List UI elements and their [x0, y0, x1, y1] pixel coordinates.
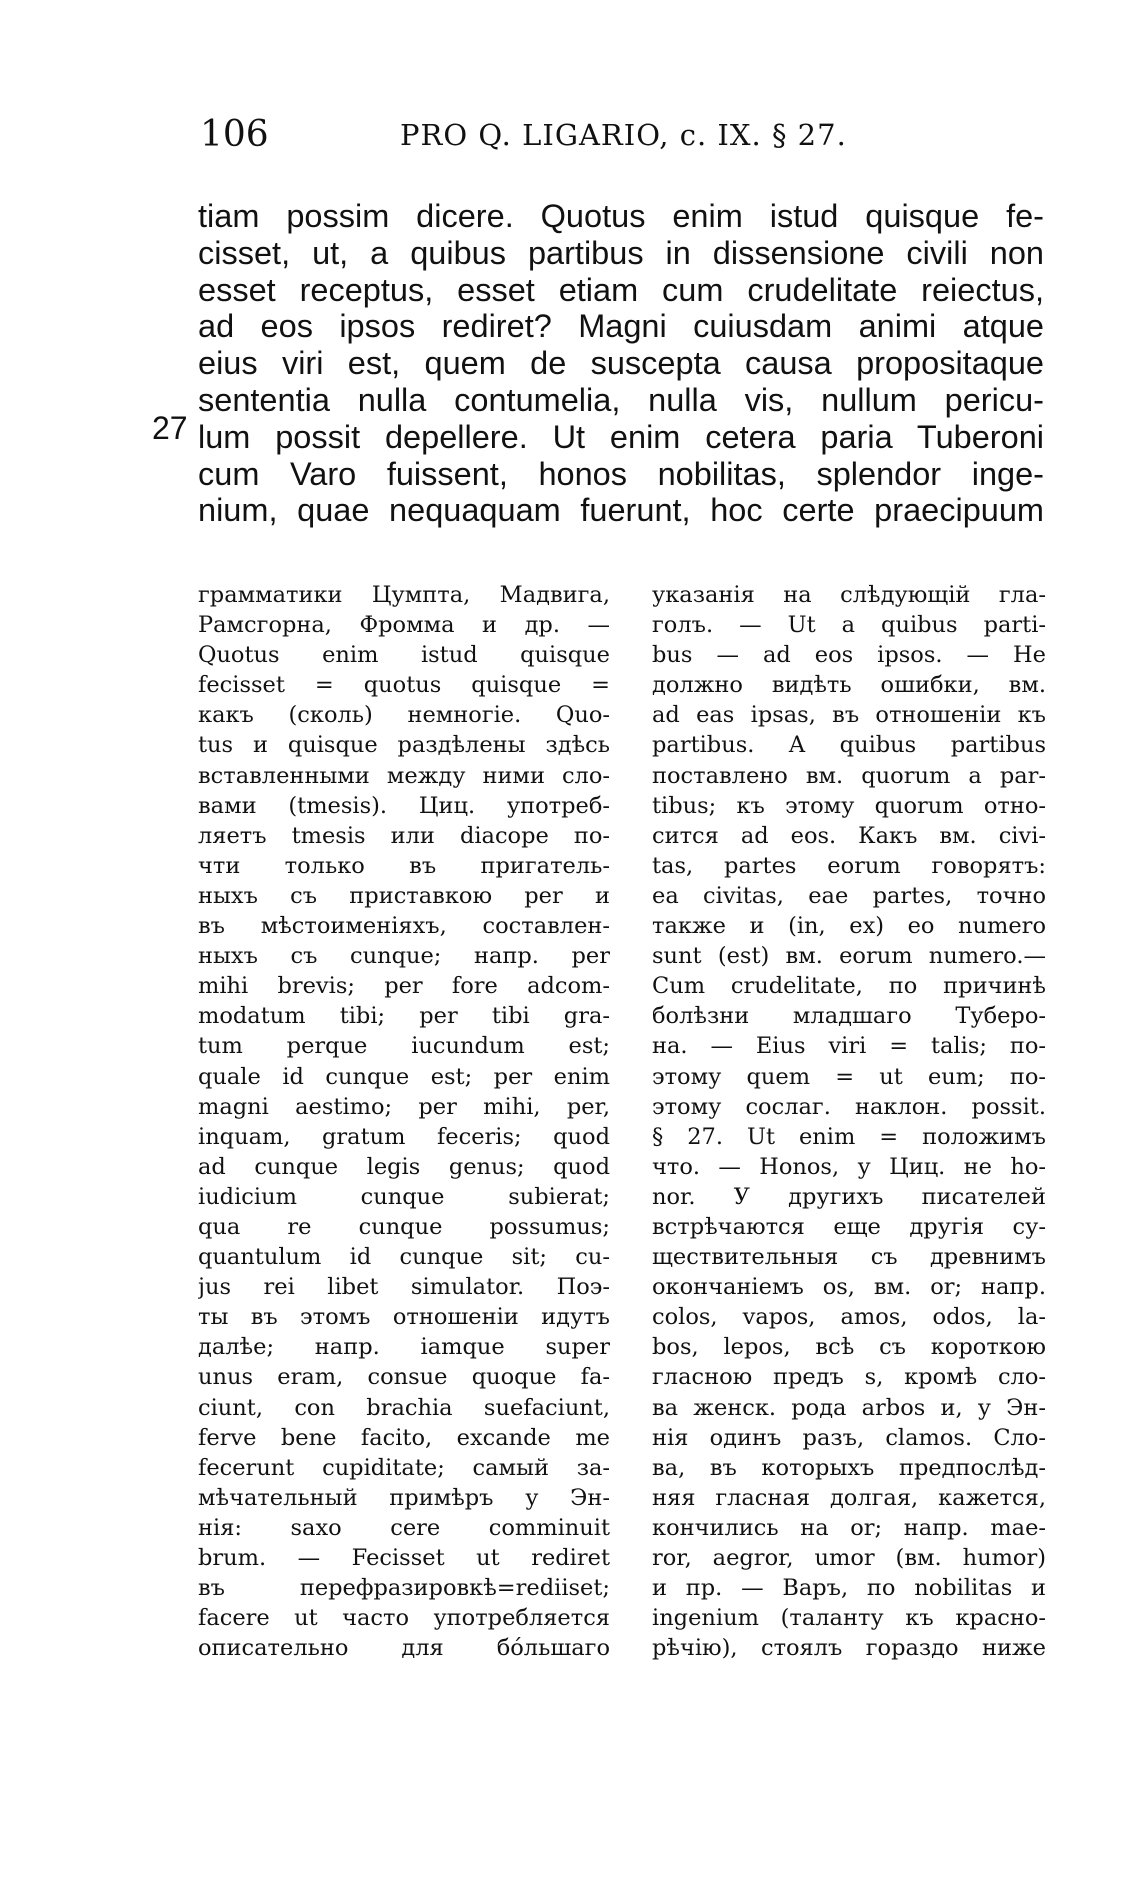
commentary-line: ingenium (таланту къ красно- — [652, 1605, 1046, 1632]
commentary-line: ляетъ tmesis или diacope по- — [198, 822, 610, 849]
main-text-line: cisset, ut, a quibus partibus in dissensione civili non — [198, 234, 1044, 271]
commentary-line: вставленными между ними сло- — [198, 762, 610, 789]
commentary-line: окончаніемъ os, вм. or; напр. — [652, 1274, 1046, 1301]
commentary-line: ва женск. рода arbos и, у Эн- — [652, 1394, 1046, 1421]
commentary-line: iudicium cunque subierat; — [198, 1183, 610, 1210]
commentary-line: ществительныя съ древнимъ — [652, 1244, 1046, 1271]
page-header — [0, 112, 1140, 158]
commentary-line: colos, vapos, amos, odos, la- — [652, 1304, 1046, 1331]
commentary-line: partibus. A quibus partibus — [652, 732, 1046, 759]
commentary-line: § 27. Ut enim = положимъ — [652, 1123, 1046, 1150]
commentary-line: qua re cunque possumus; — [198, 1213, 610, 1240]
commentary-line: чти только въ пригатель- — [198, 852, 610, 879]
commentary-line: Quotus enim istud quisque — [198, 642, 610, 669]
main-text-line: esset receptus, esset etiam cum crudelitate reiectus, — [198, 271, 1044, 308]
commentary-line: вами (tmesis). Циц. употреб- — [198, 792, 610, 819]
section-margin-number: 27 — [152, 410, 188, 446]
commentary-line: tas, partes eorum говорятъ: — [652, 852, 1046, 879]
commentary-line: unus eram, consue quoque fa- — [198, 1364, 610, 1391]
commentary-line: кончились на or; напр. mae- — [652, 1514, 1046, 1541]
commentary-line: грамматики Цумпта, Мадвига, — [198, 582, 610, 608]
commentary-left-column — [198, 580, 610, 1663]
commentary-line: quale id cunque est; per enim — [198, 1063, 610, 1090]
main-text-line: tiam possim dicere. Quotus enim istud quisque fe- — [198, 198, 1044, 234]
commentary-line: рѣчію), стоялъ гораздо ниже — [652, 1635, 1046, 1662]
commentary-line: jus rei libet simulator. Поэ- — [198, 1274, 610, 1301]
page-number: 106 — [200, 114, 269, 155]
main-text-line: sententia nulla contumelia, nulla vis, nullum pericu- — [198, 381, 1044, 418]
main-text-line: lum possit depellere. Ut enim cetera paria Tuberoni — [198, 418, 1044, 455]
commentary-line: magni aestimo; per mihi, per, — [198, 1093, 610, 1120]
commentary-right-column — [652, 580, 1046, 1663]
main-text-line: ad eos ipsos rediret? Magni cuiusdam animi atque — [198, 308, 1044, 345]
commentary-line: bus — ad eos ipsos. — Не — [652, 642, 1046, 669]
commentary-line: этому quem = ut eum; по- — [652, 1063, 1046, 1090]
commentary-line: болѣзни младшаго Туберо- — [652, 1003, 1046, 1030]
commentary-line: ныхъ съ cunque; напр. per — [198, 943, 610, 970]
commentary-line: quantulum id cunque sit; cu- — [198, 1244, 610, 1271]
commentary-line: встрѣчаются еще другія су- — [652, 1213, 1046, 1240]
commentary-line: nor. У другихъ писателей — [652, 1183, 1046, 1210]
running-head: PRO Q. LIGARIO, c. IX. § 27. — [400, 118, 847, 152]
commentary-line: inquam, gratum feceris; quod — [198, 1123, 610, 1150]
commentary-line: ты въ этомъ отношеніи идутъ — [198, 1304, 610, 1331]
commentary-line: должно видѣть ошибки, вм. — [652, 672, 1046, 699]
commentary-line: Рамсгорна, Фромма и др. — — [198, 612, 610, 639]
commentary-line: какъ (сколь) немногіе. Quo- — [198, 702, 610, 729]
commentary-line: ferve bene facito, excande me — [198, 1424, 610, 1451]
commentary-line: ad eas ipsas, въ отношеніи къ — [652, 702, 1046, 729]
commentary-line: няя гласная долгая, кажется, — [652, 1484, 1046, 1511]
commentary-line: поставлено вм. quorum a par- — [652, 762, 1046, 789]
commentary-line: мѣчательный примѣръ у Эн- — [198, 1484, 610, 1511]
commentary-line: tibus; къ этому quorum отно- — [652, 792, 1046, 819]
commentary-line: ва, въ которыхъ предпослѣд- — [652, 1454, 1046, 1481]
commentary-line: голъ. — Ut a quibus parti- — [652, 612, 1046, 639]
commentary-line: указанія на слѣдующій гла- — [652, 582, 1046, 608]
commentary-line: tum perque iucundum est; — [198, 1033, 610, 1060]
commentary-line: ror, aegror, umor (вм. humor) — [652, 1545, 1046, 1571]
commentary-line: tus и quisque раздѣлены здѣсь — [198, 732, 610, 759]
main-text-line: eius viri est, quem de suscepta causa propositaque — [198, 345, 1044, 382]
commentary-line: ad cunque legis genus; quod — [198, 1153, 610, 1180]
commentary-line: fecerunt cupiditate; самый за- — [198, 1454, 610, 1481]
commentary-line: на. — Eius viri = talis; по- — [652, 1033, 1046, 1060]
commentary-line: нія: saxo cere comminuit — [198, 1514, 610, 1541]
main-text-line: nium, quae nequaquam fuerunt, hoc certe praecipuum — [198, 492, 1044, 529]
commentary-line: описательно для бóльшаго — [198, 1635, 610, 1662]
commentary-line: въ перефразировкѣ=rediiset; — [198, 1575, 610, 1602]
commentary-line: что. — Honos, у Циц. не ho- — [652, 1153, 1046, 1180]
commentary-line: ныхъ съ приставкою per и — [198, 882, 610, 909]
commentary-line: нія одинъ разъ, clamos. Сло- — [652, 1424, 1046, 1451]
commentary-line: Cum crudelitate, по причинѣ — [652, 973, 1046, 1000]
commentary-line: mihi brevis; per fore adcom- — [198, 973, 610, 1000]
commentary-line: этому сослаг. наклон. possit. — [652, 1093, 1046, 1120]
commentary-line: sunt (est) вм. eorum numero.— — [652, 943, 1046, 970]
commentary-line: и пр. — Варъ, по nobilitas и — [652, 1575, 1046, 1602]
commentary-line: facere ut часто употребляется — [198, 1605, 610, 1632]
main-text-line: cum Varo fuissent, honos nobilitas, splendor inge- — [198, 455, 1044, 492]
commentary-line: въ мѣстоименіяхъ, составлен- — [198, 913, 610, 940]
commentary-line: brum. — Fecisset ut rediret — [198, 1545, 610, 1571]
commentary-line: modatum tibi; per tibi gra- — [198, 1003, 610, 1030]
commentary-line: сится ad eos. Какъ вм. civi- — [652, 822, 1046, 849]
commentary-line: также и (in, ex) eo numero — [652, 913, 1046, 940]
commentary-line: bos, lepos, всѣ съ короткою — [652, 1334, 1046, 1361]
commentary-line: гласною предъ s, кромѣ сло- — [652, 1364, 1046, 1391]
commentary-line: далѣе; напр. iamque super — [198, 1334, 610, 1361]
commentary-line: fecisset = quotus quisque = — [198, 672, 610, 699]
commentary-line: ciunt, con brachia suefaciunt, — [198, 1394, 610, 1421]
commentary-line: ea civitas, eae partes, точно — [652, 882, 1046, 909]
latin-main-text — [198, 198, 1044, 529]
